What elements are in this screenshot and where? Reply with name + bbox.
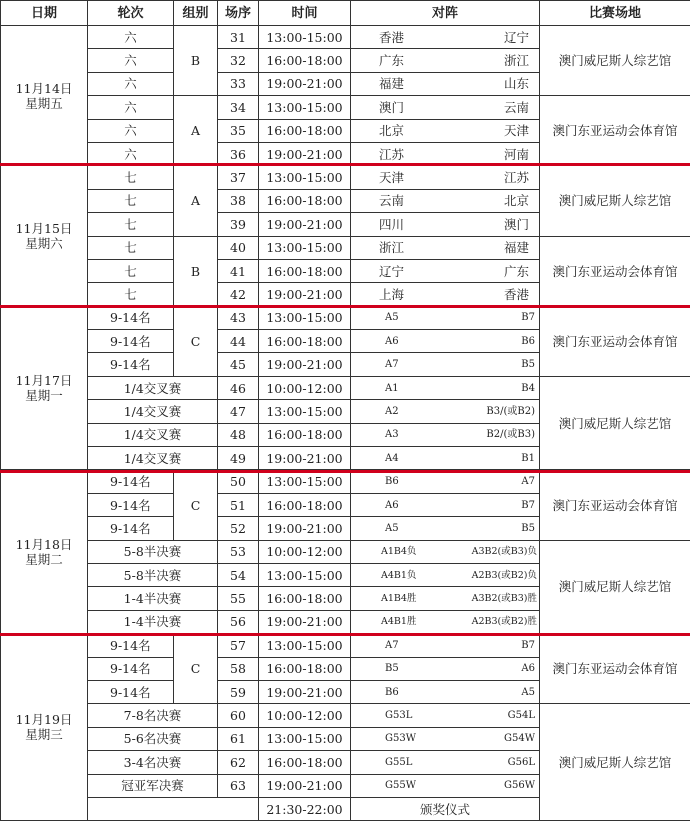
header-row [1, 1, 690, 26]
round-cell: 1/4交叉赛 [88, 376, 218, 399]
time-cell: 13:00-15:00 [259, 96, 351, 119]
round-cell: 5-8半决赛 [88, 563, 218, 586]
time-cell: 10:00-12:00 [259, 376, 351, 399]
time-cell: 16:00-18:00 [259, 259, 351, 282]
match-no-cell: 44 [218, 330, 259, 353]
round-cell: 七 [88, 189, 174, 212]
home-team: 福建 [379, 76, 405, 92]
away-team: A5 [521, 686, 535, 698]
match-no-cell: 63 [218, 774, 259, 797]
time-cell: 13:00-15:00 [259, 26, 351, 49]
time-cell: 13:00-15:00 [259, 634, 351, 657]
matchup-cell [351, 213, 540, 236]
empty-cell [88, 797, 259, 820]
away-team: B5 [521, 359, 535, 371]
match-no-cell: 52 [218, 517, 259, 540]
venue-cell: 澳门东亚运动会体育馆 [540, 236, 690, 306]
group-cell: A [174, 96, 218, 166]
matchup [351, 638, 539, 653]
matchup-cell [351, 517, 540, 540]
weekday-label: 星期一 [25, 388, 63, 404]
venue-cell: 澳门威尼斯人综艺馆 [540, 540, 690, 634]
away-team: B6 [521, 335, 535, 347]
match-no-cell: 54 [218, 563, 259, 586]
matchup [351, 755, 539, 770]
time-cell: 19:00-21:00 [259, 517, 351, 540]
matchup [351, 170, 539, 185]
matchup [351, 474, 539, 489]
match-no-cell: 47 [218, 400, 259, 423]
venue-cell: 澳门东亚运动会体育馆 [540, 634, 690, 704]
matchup-cell [351, 587, 540, 610]
round-cell: 9-14名 [88, 634, 174, 657]
matchup [351, 661, 539, 676]
time-cell: 19:00-21:00 [259, 774, 351, 797]
matchup-cell [351, 447, 540, 470]
home-team: G53W [385, 733, 416, 745]
matchup [351, 240, 539, 255]
match-no-cell: 39 [218, 213, 259, 236]
round-cell: 七 [88, 283, 174, 306]
away-team: B4 [521, 382, 535, 394]
home-team: 澳门 [379, 99, 405, 115]
matchup [351, 381, 539, 396]
date-cell [1, 26, 88, 166]
group-cell: B [174, 236, 218, 306]
matchup-cell [351, 563, 540, 586]
weekday-label: 星期五 [25, 95, 63, 111]
time-cell: 19:00-21:00 [259, 353, 351, 376]
round-cell: 1-4半决赛 [88, 587, 218, 610]
away-team: 澳门 [503, 216, 529, 232]
matchup-cell [351, 49, 540, 72]
matchup [351, 404, 539, 419]
matchup [351, 53, 539, 68]
header-round: 轮次 [88, 1, 174, 26]
matchup-cell [351, 657, 540, 680]
date-label: 11月14日 [15, 80, 73, 96]
time-cell: 16:00-18:00 [259, 751, 351, 774]
date-cell [1, 306, 88, 470]
match-no-cell: 53 [218, 540, 259, 563]
matchup [351, 498, 539, 513]
matchup-cell [351, 259, 540, 282]
match-no-cell: 40 [218, 236, 259, 259]
matchup [351, 287, 539, 302]
match-no-cell: 32 [218, 49, 259, 72]
home-team: 江苏 [379, 146, 405, 162]
matchup-cell [351, 610, 540, 633]
match-no-cell: 33 [218, 72, 259, 95]
header-matchup: 对阵 [351, 1, 540, 26]
matchup [351, 521, 539, 536]
home-team: A6 [385, 499, 399, 511]
round-cell: 1/4交叉赛 [88, 400, 218, 423]
match-no-cell: 41 [218, 259, 259, 282]
matchup [351, 30, 539, 45]
matchup-cell [351, 470, 540, 493]
home-team: B6 [385, 686, 399, 698]
matchup [351, 544, 539, 559]
round-cell: 六 [88, 26, 174, 49]
away-team: B5 [521, 522, 535, 534]
away-team: A3B2(或B3)负 [471, 546, 537, 558]
matchup [351, 357, 539, 372]
matchup-cell [351, 189, 540, 212]
weekday-label: 星期三 [25, 727, 63, 743]
home-team: A7 [385, 639, 399, 651]
match-no-cell: 34 [218, 96, 259, 119]
away-team: G54W [504, 733, 535, 745]
match-no-cell: 50 [218, 470, 259, 493]
weekday-label: 星期六 [25, 236, 63, 252]
round-cell: 七 [88, 259, 174, 282]
matchup-cell [351, 774, 540, 797]
match-no-cell: 51 [218, 493, 259, 516]
home-team: G55W [385, 780, 416, 792]
home-team: A2 [385, 405, 399, 417]
away-team: 江苏 [503, 170, 529, 186]
matchup [351, 193, 539, 208]
time-cell: 19:00-21:00 [259, 610, 351, 633]
time-cell: 16:00-18:00 [259, 493, 351, 516]
round-cell: 9-14名 [88, 470, 174, 493]
match-no-cell: 38 [218, 189, 259, 212]
time-cell: 16:00-18:00 [259, 49, 351, 72]
away-team: 浙江 [503, 53, 529, 69]
time-cell: 16:00-18:00 [259, 189, 351, 212]
time-cell: 19:00-21:00 [259, 447, 351, 470]
home-team: A4 [385, 452, 399, 464]
home-team: B5 [385, 663, 399, 675]
round-cell: 9-14名 [88, 517, 174, 540]
home-team: A4B1胜 [381, 616, 417, 628]
away-team: A7 [521, 476, 535, 488]
time-cell: 13:00-15:00 [259, 727, 351, 750]
time-cell: 19:00-21:00 [259, 213, 351, 236]
round-cell: 1/4交叉赛 [88, 423, 218, 446]
time-cell: 10:00-12:00 [259, 540, 351, 563]
day-divider [0, 470, 690, 473]
ceremony-label: 颁奖仪式 [351, 797, 540, 820]
home-team: A3 [385, 429, 399, 441]
home-team: G55L [385, 756, 413, 768]
round-cell: 六 [88, 49, 174, 72]
match-no-cell: 31 [218, 26, 259, 49]
away-team: 云南 [503, 99, 529, 115]
date-label: 11月19日 [15, 712, 73, 728]
matchup-cell [351, 493, 540, 516]
away-team: B1 [521, 452, 535, 464]
away-team: 北京 [503, 193, 529, 209]
table-row [1, 166, 690, 189]
round-cell: 5-6名决赛 [88, 727, 218, 750]
matchup [351, 334, 539, 349]
away-team: A2B3(或B2)负 [471, 569, 537, 581]
match-no-cell: 62 [218, 751, 259, 774]
away-team: 广东 [503, 263, 529, 279]
match-no-cell: 42 [218, 283, 259, 306]
table-row [1, 306, 690, 329]
matchup-cell [351, 423, 540, 446]
away-team: A6 [521, 663, 535, 675]
venue-cell: 澳门威尼斯人综艺馆 [540, 704, 690, 821]
home-team: A1B4负 [381, 546, 417, 558]
ceremony-time: 21:30-22:00 [259, 797, 351, 820]
home-team: A7 [385, 359, 399, 371]
away-team: 福建 [503, 240, 529, 256]
round-cell: 7-8名决赛 [88, 704, 218, 727]
matchup-cell [351, 166, 540, 189]
home-team: B6 [385, 476, 399, 488]
date-cell [1, 166, 88, 306]
home-team: 香港 [379, 29, 405, 45]
home-team: G53L [385, 710, 413, 722]
home-team: A1 [385, 382, 399, 394]
away-team: 天津 [503, 123, 529, 139]
matchup-cell [351, 353, 540, 376]
date-label: 11月18日 [15, 536, 73, 552]
time-cell: 16:00-18:00 [259, 119, 351, 142]
home-team: A4B1负 [381, 569, 417, 581]
time-cell: 16:00-18:00 [259, 330, 351, 353]
matchup [351, 147, 539, 162]
time-cell: 19:00-21:00 [259, 72, 351, 95]
match-no-cell: 36 [218, 142, 259, 165]
round-cell: 七 [88, 213, 174, 236]
group-cell: C [174, 470, 218, 540]
home-team: 上海 [379, 286, 405, 302]
match-no-cell: 43 [218, 306, 259, 329]
weekday-label: 星期二 [25, 551, 63, 567]
round-cell: 9-14名 [88, 353, 174, 376]
matchup-cell [351, 236, 540, 259]
away-team: G54L [507, 710, 535, 722]
matchup-cell [351, 400, 540, 423]
round-cell: 9-14名 [88, 680, 174, 703]
home-team: A6 [385, 335, 399, 347]
match-no-cell: 55 [218, 587, 259, 610]
day-divider [0, 305, 690, 308]
group-cell: A [174, 166, 218, 236]
match-no-cell: 46 [218, 376, 259, 399]
matchup [351, 451, 539, 466]
round-cell: 六 [88, 142, 174, 165]
matchup-cell [351, 634, 540, 657]
away-team: B3/(或B2) [486, 405, 535, 417]
table-row [1, 704, 690, 727]
home-team: 广东 [379, 53, 405, 69]
venue-cell: 澳门威尼斯人综艺馆 [540, 166, 690, 236]
away-team: G56L [507, 756, 535, 768]
home-team: A5 [385, 312, 399, 324]
header-venue: 比赛场地 [540, 1, 690, 26]
date-label: 11月15日 [15, 221, 73, 237]
matchup [351, 731, 539, 746]
time-cell: 16:00-18:00 [259, 657, 351, 680]
matchup [351, 614, 539, 629]
matchup-cell [351, 376, 540, 399]
table-row [1, 540, 690, 563]
matchup-cell [351, 26, 540, 49]
round-cell: 9-14名 [88, 306, 174, 329]
home-team: 云南 [379, 193, 405, 209]
round-cell: 六 [88, 96, 174, 119]
day-divider [0, 633, 690, 636]
matchup-cell [351, 119, 540, 142]
matchup-cell [351, 704, 540, 727]
away-team: A3B2(或B3)胜 [471, 593, 537, 605]
match-no-cell: 57 [218, 634, 259, 657]
table-row [1, 236, 690, 259]
venue-cell: 澳门东亚运动会体育馆 [540, 470, 690, 540]
matchup [351, 708, 539, 723]
away-team: 辽宁 [503, 29, 529, 45]
matchup [351, 217, 539, 232]
time-cell: 16:00-18:00 [259, 423, 351, 446]
round-cell: 9-14名 [88, 493, 174, 516]
table-row [1, 96, 690, 119]
matchup-cell [351, 330, 540, 353]
match-no-cell: 60 [218, 704, 259, 727]
match-no-cell: 48 [218, 423, 259, 446]
match-no-cell: 58 [218, 657, 259, 680]
table-row [1, 376, 690, 399]
away-team: 香港 [503, 286, 529, 302]
matchup-cell [351, 283, 540, 306]
matchup [351, 310, 539, 325]
matchup [351, 591, 539, 606]
match-no-cell: 37 [218, 166, 259, 189]
home-team: 北京 [379, 123, 405, 139]
time-cell: 16:00-18:00 [259, 587, 351, 610]
header-date: 日期 [1, 1, 88, 26]
round-cell: 9-14名 [88, 330, 174, 353]
matchup-cell [351, 727, 540, 750]
matchup [351, 568, 539, 583]
date-label: 11月17日 [15, 373, 73, 389]
away-team: 山东 [503, 76, 529, 92]
matchup-cell [351, 680, 540, 703]
away-team: B7 [521, 499, 535, 511]
matchup [351, 778, 539, 793]
matchup-cell [351, 540, 540, 563]
time-cell: 19:00-21:00 [259, 283, 351, 306]
time-cell: 13:00-15:00 [259, 563, 351, 586]
date-cell [1, 634, 88, 821]
time-cell: 13:00-15:00 [259, 236, 351, 259]
home-team: A1B4胜 [381, 593, 417, 605]
match-no-cell: 35 [218, 119, 259, 142]
away-team: B7 [521, 639, 535, 651]
group-cell: B [174, 26, 218, 96]
round-cell: 六 [88, 119, 174, 142]
match-no-cell: 59 [218, 680, 259, 703]
matchup [351, 427, 539, 442]
home-team: 天津 [379, 170, 405, 186]
matchup [351, 685, 539, 700]
match-no-cell: 45 [218, 353, 259, 376]
home-team: A5 [385, 522, 399, 534]
matchup-cell [351, 751, 540, 774]
time-cell: 13:00-15:00 [259, 166, 351, 189]
round-cell: 冠亚军决赛 [88, 774, 218, 797]
venue-cell: 澳门威尼斯人综艺馆 [540, 26, 690, 96]
group-cell: C [174, 306, 218, 376]
time-cell: 10:00-12:00 [259, 704, 351, 727]
time-cell: 19:00-21:00 [259, 680, 351, 703]
venue-cell: 澳门东亚运动会体育馆 [540, 306, 690, 376]
day-divider [0, 163, 690, 166]
header-group: 组别 [174, 1, 218, 26]
round-cell: 七 [88, 166, 174, 189]
round-cell: 七 [88, 236, 174, 259]
home-team: 浙江 [379, 240, 405, 256]
away-team: B2/(或B3) [486, 429, 535, 441]
table-row [1, 470, 690, 493]
match-no-cell: 61 [218, 727, 259, 750]
matchup-cell [351, 72, 540, 95]
group-cell: C [174, 634, 218, 704]
venue-cell: 澳门威尼斯人综艺馆 [540, 376, 690, 470]
away-team: G56W [504, 780, 535, 792]
round-cell: 5-8半决赛 [88, 540, 218, 563]
round-cell: 1/4交叉赛 [88, 447, 218, 470]
round-cell: 9-14名 [88, 657, 174, 680]
match-no-cell: 49 [218, 447, 259, 470]
matchup [351, 76, 539, 91]
matchup [351, 264, 539, 279]
date-cell [1, 470, 88, 634]
matchup-cell [351, 306, 540, 329]
time-cell: 13:00-15:00 [259, 470, 351, 493]
away-team: A2B3(或B2)胜 [471, 616, 537, 628]
round-cell: 3-4名决赛 [88, 751, 218, 774]
table-row [1, 26, 690, 49]
matchup [351, 123, 539, 138]
home-team: 辽宁 [379, 263, 405, 279]
home-team: 四川 [379, 216, 405, 232]
away-team: B7 [521, 312, 535, 324]
time-cell: 13:00-15:00 [259, 306, 351, 329]
time-cell: 19:00-21:00 [259, 142, 351, 165]
header-match-no: 场序 [218, 1, 259, 26]
round-cell: 1-4半决赛 [88, 610, 218, 633]
time-cell: 13:00-15:00 [259, 400, 351, 423]
away-team: 河南 [503, 146, 529, 162]
round-cell: 六 [88, 72, 174, 95]
table-row [1, 634, 690, 657]
matchup [351, 100, 539, 115]
venue-cell: 澳门东亚运动会体育馆 [540, 96, 690, 166]
matchup-cell [351, 96, 540, 119]
header-time: 时间 [259, 1, 351, 26]
match-no-cell: 56 [218, 610, 259, 633]
